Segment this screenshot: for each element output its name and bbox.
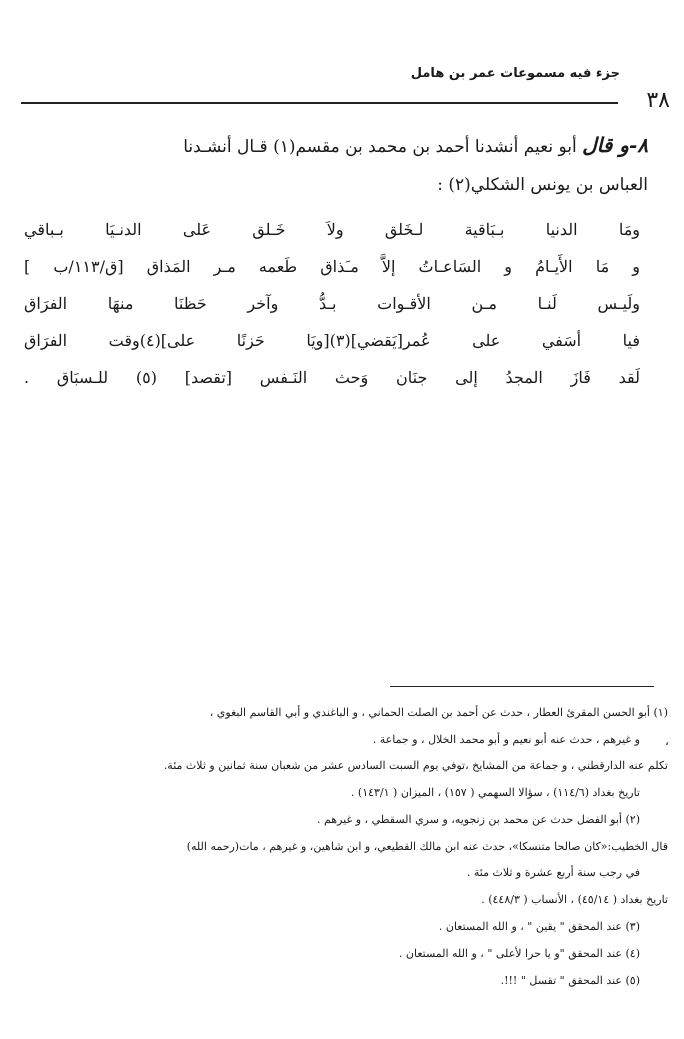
footnote-2-line-3: في رجب سنة أربع عشرة و ثلاث مئة . xyxy=(466,866,640,879)
footnote-4: (٤) عند المحقق "و يا حرا لأعلى " ، و الله المستعان . xyxy=(398,947,640,960)
main-text xyxy=(24,126,648,204)
footnote-1-line-2: و غيرهم ، حدث عنه أبو نعيم و أبو محمد الخلال ، و جماعة . xyxy=(372,733,640,746)
footnote-5: (٥) عند المحقق " تقسل " !!!. xyxy=(500,974,640,987)
poem-verse-2: و مَا الأَيـامُ و السَاعـاتُ إلاَّ مـَذاق طَعمه مـر المَذاق [ق/١١٣/ب ] xyxy=(24,257,641,276)
footnote-2-line-1: (٢) أبو الفضل حدث عن محمد بن زنجويه، و سري السقطي ، و غيرهم . xyxy=(316,813,640,826)
footnote-2-line-2: قال الخطيب:«كان صالحا متنسكا»، حدث عنه ابن مالك القطيعي، و ابن شاهين، و غيرهم ، مات(رحمه الله) xyxy=(186,840,668,853)
page-number: ٣٨ xyxy=(646,88,670,113)
main-text-line-1-content: أبو نعيم أنشدنا أحمد بن محمد بن مقسم(١) قـال أنشـدنا xyxy=(183,137,577,157)
main-text-line-2: العباس بن يونس الشكلي(٢) : xyxy=(437,175,648,195)
poem-verse-4: فيا أسَفي على عُمر[يَقضي](٣)[ويَا حَزنًا على](٤)وقت الفرَاق xyxy=(24,331,641,350)
entry-number: ٨-و قال xyxy=(582,133,648,157)
footnote-1-line-1: (١) أبو الحسن المقرئ العطار ، حدث عن أحمد بن الصلت الحماني ، و الباغندي و أبي القاسم البغوي ، xyxy=(209,706,668,719)
main-text-line-1 xyxy=(24,126,648,166)
header-divider xyxy=(21,102,618,104)
poem-verse-3: ولَيـس لَنـا مـن الأقـوات بـدُّ وآخر حَظنَا منهَا الفرَاق xyxy=(24,294,640,313)
margin-mark: ، xyxy=(665,734,669,748)
footnote-divider xyxy=(390,686,654,687)
footnote-1-line-3: تكلم عنه الدارقطني ، و جماعة من المشايخ ،توفي يوم السبت السادس عشر من شعبان سنة ثمانين و ثلاث مئة. xyxy=(163,759,668,772)
footnote-1-line-4: تاريخ بغداد (١١٤/٦) ، سؤالا السهمي ( ١٥٧) ، الميزان ( ١٤٣/١) . xyxy=(350,786,640,799)
poem-verse-5: لَقد فَازَ المجدُ إلى جنَان وَحث النَـفس [تقصد] (٥) للـسبَاق . xyxy=(24,368,640,387)
footnote-2-line-4: تاريخ بغداد ( ٤٥/١٤) ، الأنساب ( ٤٤٨/٣) . xyxy=(481,893,668,906)
running-header-title: جزء فيه مسموعات عمر بن هامل xyxy=(410,66,620,81)
poem-verse-1: ومَا الدنيا بـبَاقية لـخَلق ولاَ خَـلق عَلى الدنـيَا بـباقي xyxy=(24,220,640,239)
footnote-3: (٣) عند المحقق " يقين " ، و الله المستعان . xyxy=(438,920,640,933)
